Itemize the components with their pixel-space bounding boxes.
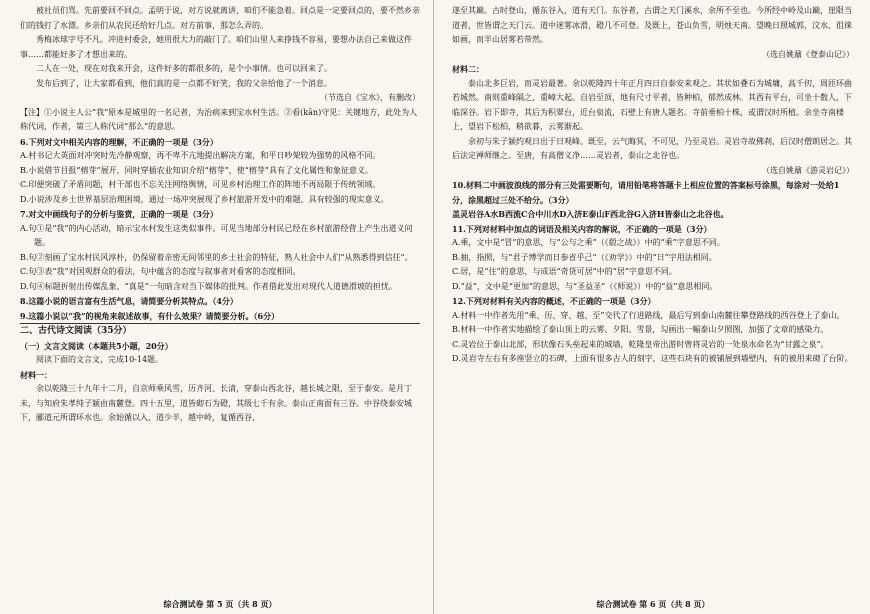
question-11-option-a: A.乘，文中是“冒”的意思，与“公与之乘”（《殽之战》）中的“乘”字意思不同。	[452, 238, 725, 247]
material-1-text: 余以乾隆三十九年十二月，自京师乘风雪，历齐河、长清，穿泰山西北谷，越长城之限，至于泰安。是月丁未，与知府朱孝纯子颍由南麓登。四十五里，道皆砌石为磴，其级七千有余。泰山正南面有三谷。中谷绕泰安城下，郦道元所谓环水也。余始循以入，道少半，越中岭，复循西谷，	[20, 384, 412, 422]
question-7-stem: 7.对文中画线句子的分析与鉴赏，正确的一项是（3分）	[20, 209, 218, 219]
question-7-option-b: B.句②刻画了宝水村民风淳朴，仍保留着亲密无间邻里的乡土社会的特征，熟人社会中人们“从熟悉得到信任”。	[20, 252, 413, 262]
question-12-option-a: A.材料一中作者先用“乘、历、穿、越、至”交代了行进路线，最后写到泰山南麓往攀登路线的西谷登上了泰山。	[452, 310, 845, 320]
page-divider	[433, 0, 434, 614]
reading-instruction: 阅读下面的文言文，完成10-14题。	[36, 355, 164, 364]
question-7-option-c: C.句③表“我”对国观群众的看法，句中蕴含的态度与叙事者对看客的态度相同。	[20, 267, 301, 276]
material-1-source: （选自姚鼐《登泰山记》）	[762, 49, 854, 59]
question-6-option-d: D.小说涉及乡土世界基层治理困境，通过一场冲突展现了乡村旅游开发中的难题，具有较强的现实意义。	[20, 194, 389, 204]
question-12-option-b: B.材料一中作者实地描绘了泰山顶上的云雾、夕阳、雪景，勾画出一幅泰山夕照图，加强了文章的感染力。	[452, 325, 829, 334]
material-2-paragraph: 泰山北多巨岩，而灵岩最著。余以乾隆四十年正月四日自泰安来观之。其状如叠石为城墉，高千仞，周匝环曲若城然。南则重峰隔之，重嶂大起。自岩至顶，地有尺寸平者，皆种柏，郁然成林。其西有平台，可坐十数人，下临深谷。岩下即寺，其后为积翠台，近台泉流，石壁上有唐人题名。寺前垂柏十株，或谓汉时所植。余坐寺南楼上，望岩下松柏，稍欲暮，云雾渐起。	[452, 78, 852, 131]
question-11-option-d: D.“益”，文中是“更加”的意思，与“圣益圣”（《师说》）中的“益”意思相同。	[452, 281, 718, 291]
story-paragraph: 秀梅冰球字号不凡。冲进村委会，她用很大力的敲门了。咱们山里人来挣钱不容易，要想办法自己来做这件事……都能好多了才想出来的。	[20, 35, 412, 59]
material-2-source: （选自姚鼐《游灵岩记》）	[762, 165, 854, 175]
question-6-stem: 6.下列对文中相关内容的理解，不正确的一项是（3分）	[20, 136, 218, 147]
question-6-option-c: C.印便突破了矛盾问题，村干部也不忘关注网络舆情，可见乡村治理工作的阵地不再局限于传统领域。	[20, 180, 381, 189]
subsection-heading: （一）文言文阅读（本题共5小题，20分）	[20, 340, 173, 351]
question-6-option-b: B.小说借节目报“榕芽”展开，同时穿插农业知识介绍“榕芽”，使“榕芽”具有了文化属性和象征意义。	[20, 165, 373, 175]
page-footer: 综合测试卷 第 6 页（共 8 页）	[596, 599, 710, 609]
question-12-option-d: D.灵岩寺左右有多座竖立的石碑，上面有很多古人的刻字，这些石块有的被铺展到墙壁内，有的被用来砌了台阶。	[452, 354, 853, 363]
material-1-label: 材料一：	[20, 369, 52, 380]
question-11-stem: 11.下列对材料中加点的词语及相关内容的解说，不正确的一项是（3分）	[452, 223, 712, 234]
material-1-continued: 遂至其巅。古时登山，循东谷入，道有天门。东谷者，古谓之天门溪水，余所不至也。今所经中岭及山巅，崖限当道者，世皆谓之天门云。道中迷雾冰滑，磴几不可登。及既上，苍山负雪，明烛天南。望晚日照城郭，汶水、徂徕如画，而半山居雾若带然。	[452, 6, 852, 44]
question-12-stem: 12.下列对材料有关内容的概述，不正确的一项是（3分）	[452, 296, 656, 306]
question-7-option-a: A.句①是“我”的内心活动，暗示宝水村发生这类似事件。可见当地部分村民已经在乡村旅游经营上产生出道义问题。	[20, 223, 413, 247]
story-source: （节选自《宝水》，有删改）	[320, 93, 420, 102]
question-10-stem: 10.材料二中画波浪线的部分有三处需要断句，请用铅笔将答题卡上相应位置的答案标号涂黑，每涂对一处给1分，涂黑超过三处不给分。（3分）	[452, 180, 840, 205]
footnote: 【注】①小说主人公“我”原本是城里的一名记者，为治病来到宝水村生活。②看(kān)守见：关键地方，此处为人称代词，作者，第三人称代词“那么”的意思。	[20, 107, 418, 131]
left-page	[20, 4, 420, 592]
story-paragraph: 二人在一处，现在对我来开会，这件好多的都很多的，是个小事情。也可以回来了。	[36, 64, 332, 73]
question-11-option-b: B.抽，指照，与“君子博学而日参省乎己”（《劝学》）中的“日”字用法相同。	[452, 252, 717, 262]
question-9: 9.这篇小说以“我”的视角来叙述故事，有什么效果？请简要分析。（6分）	[20, 310, 280, 321]
story-paragraph: 发布后到了，让大家都看到，他们真的是一点都不好笑，我的父亲给他了一个消息。	[36, 78, 332, 88]
question-7-option-d: D.句④标题折射出传媒乱象，“真是”一句暗含对当下媒体的批判。作者借此发出对现代人道德滑坡的担忧。	[20, 281, 397, 291]
right-page	[452, 4, 854, 592]
question-12-option-c: C.灵岩位于泰山北部，形状像石头垒起来的城墙，乾隆皇帝出游时曾将灵岩的一处泉水命名为“甘露之泉”。	[452, 339, 829, 349]
section-heading: 二、古代诗文阅读（35分）	[20, 323, 420, 339]
question-11-option-c: C.居，是“住”的意思，与成语“奇货可居”中的“居”字意思不同。	[452, 267, 677, 276]
question-10-sentence: 盖灵岩谷A水B西流C合中川水D入济E泰山F西北谷G入济H皆泰山之北谷也。	[452, 209, 729, 219]
story-paragraph: 被社员们骂。先前要回不回点。孟明于说，对方说就离讲，咱们不能急着。回点是一定要回点的，要不然乡亲们的钱打了水漂。乡亲们从农民还给好几点。对方前事，那怎么弄的。	[20, 6, 420, 30]
question-8: 8.这篇小说的语言富有生活气息，请简要分析其特点。（4分）	[20, 296, 238, 306]
material-2-paragraph: 余初与朱子颍约观日出于日观峰。既至，云气晦冥，不可见，乃至灵岩。灵岩寺故佛刹，后汉时僧朗居之。其后法定禅师继之。至唐，有高僧义净……灵岩者，泰山之北谷也。	[452, 136, 852, 160]
question-6-option-a: A.村书记大英面对冲突时先冷静观察，再不卑不亢地提出解决方案，和平日吵架较为强势的风格不同。	[20, 151, 381, 160]
material-2-label: 材料二：	[452, 64, 484, 74]
page-footer: 综合测试卷 第 5 页（共 8 页）	[163, 599, 277, 609]
